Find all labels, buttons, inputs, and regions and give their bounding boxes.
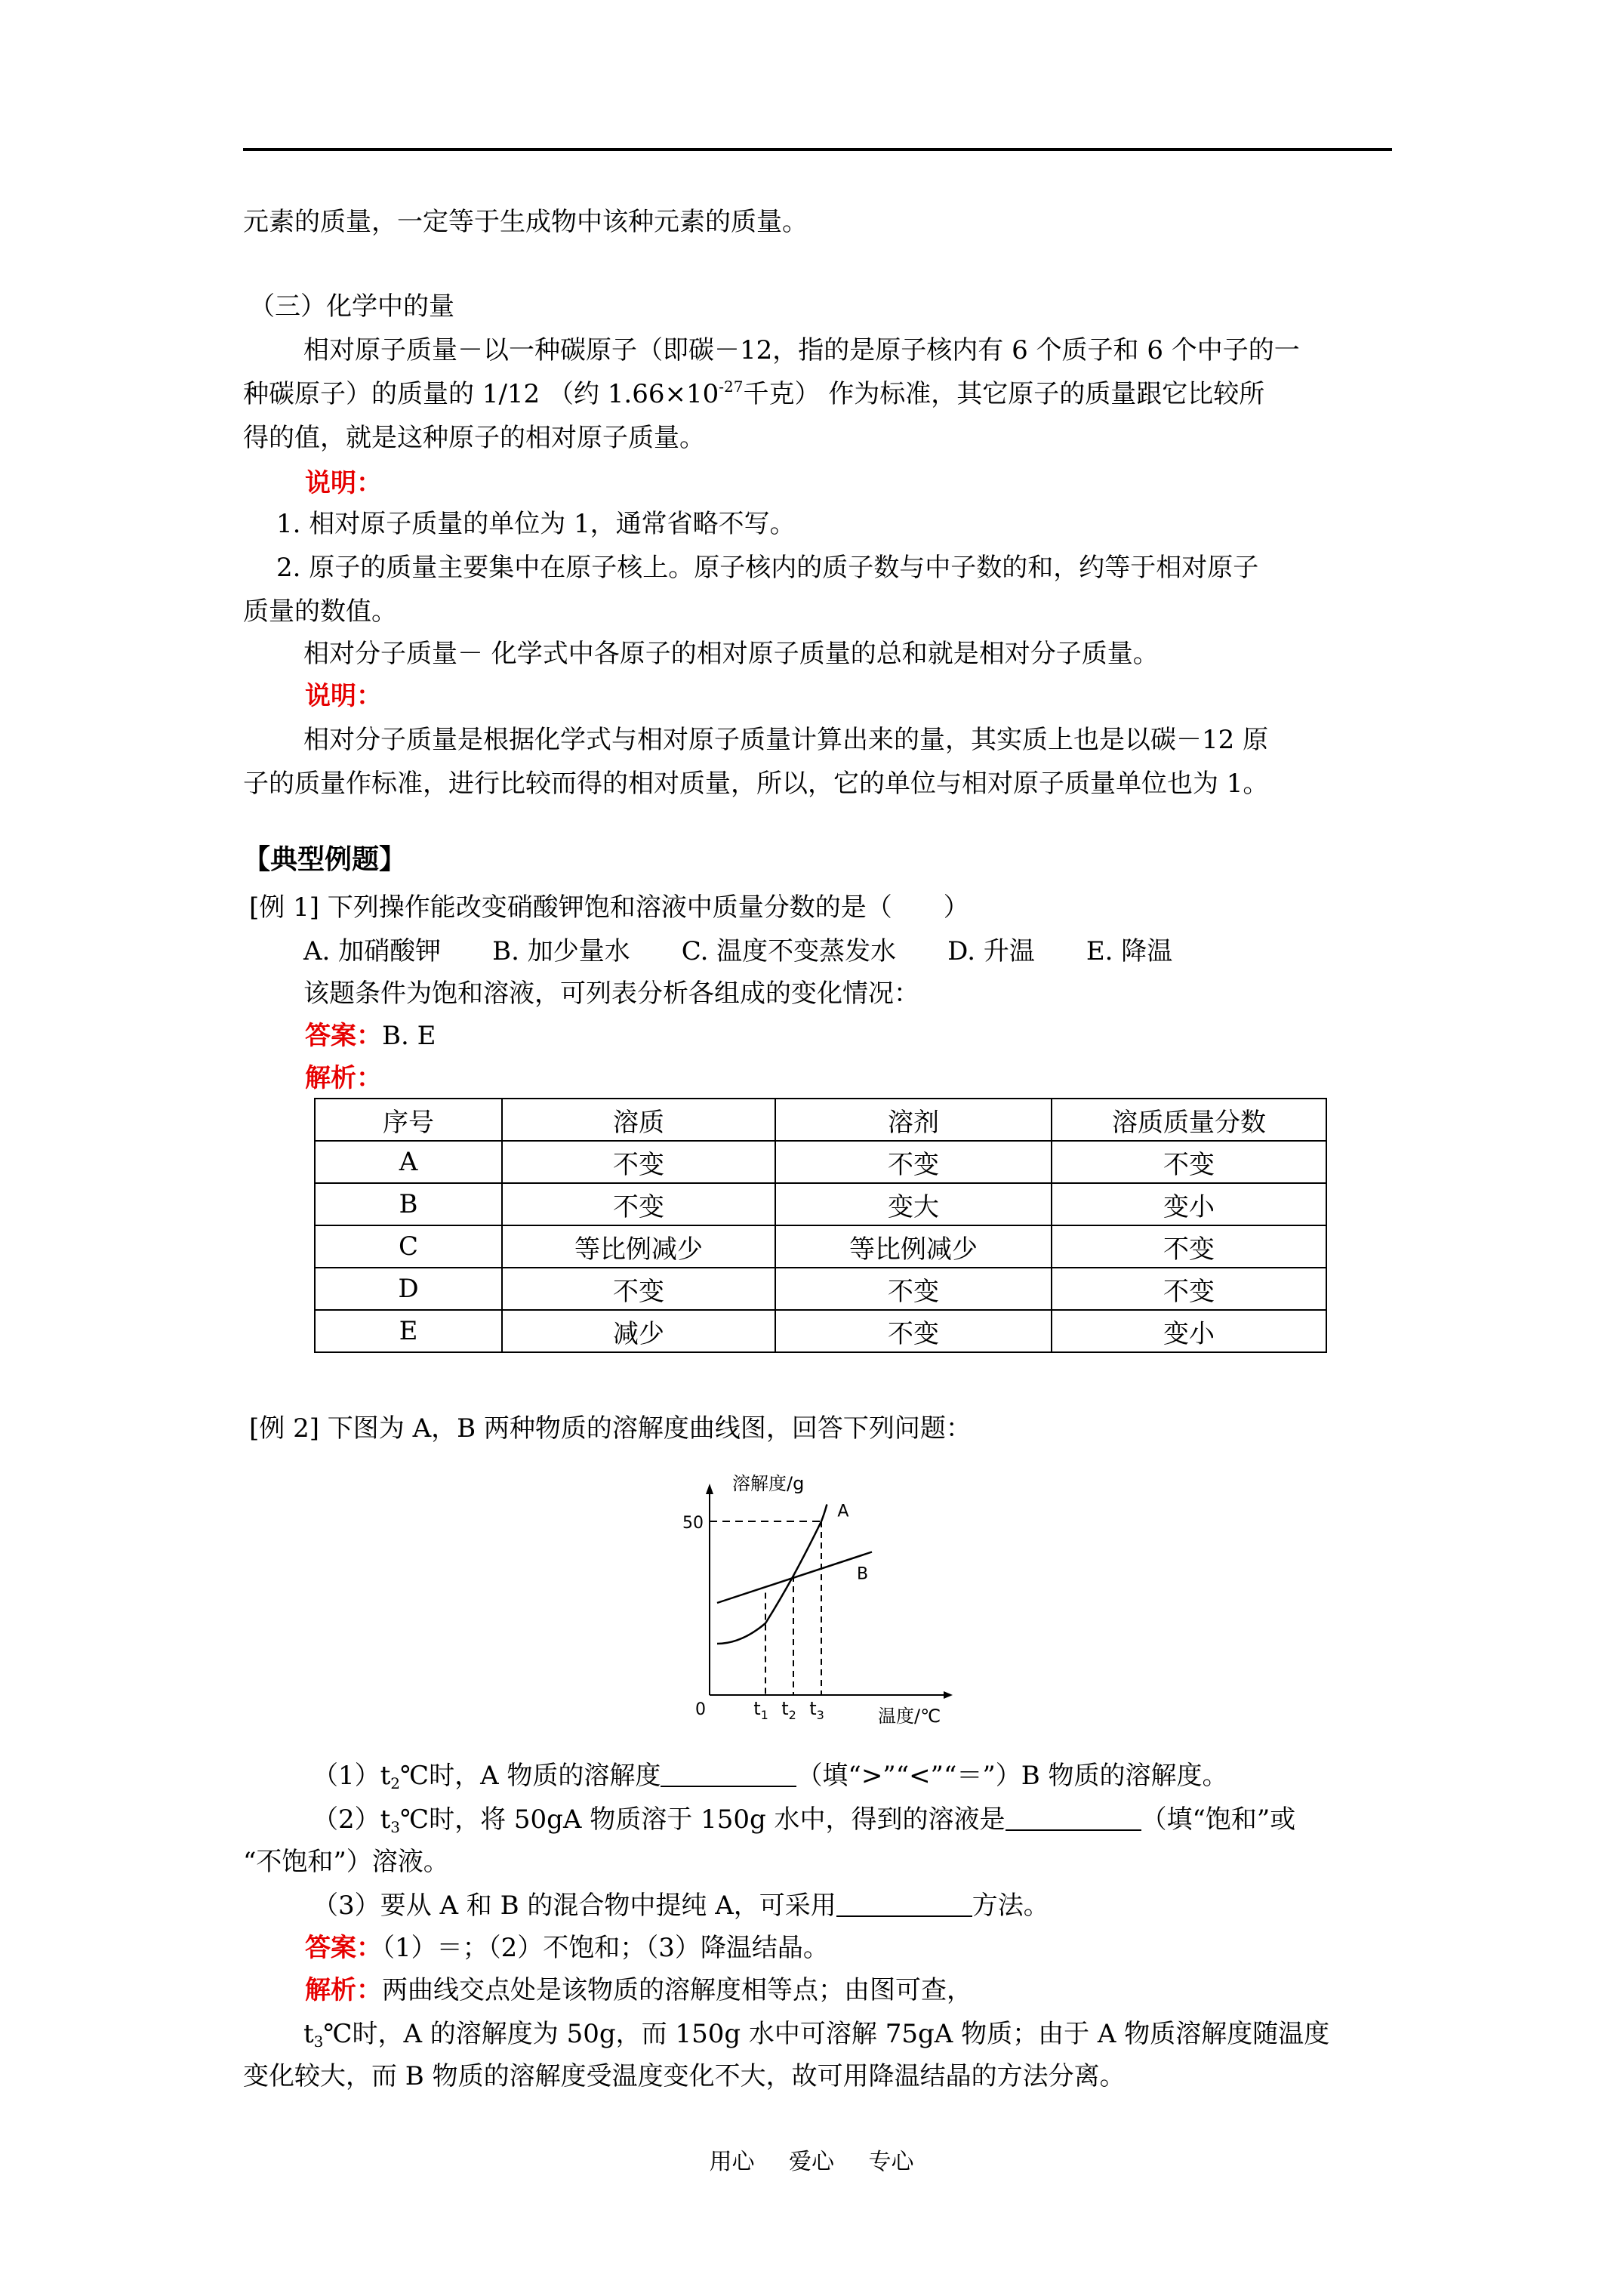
para1-line3: 得的值，就是这种原子的相对原子质量。 (243, 423, 705, 453)
note-item-2-line1: 2. 原子的质量主要集中在原子核上。原子核内的质子数与中子数的和，约等于相对原子 (276, 553, 1259, 583)
table-cell: 不变 (502, 1183, 775, 1225)
x-axis-arrow (944, 1691, 953, 1699)
footer-item: 爱心 (789, 2149, 834, 2175)
table-cell: C (315, 1225, 502, 1268)
example2-analysis-line1: 解析：两曲线交点处是该物质的溶解度相等点；由图可查， (305, 1975, 972, 2005)
example2-q1: $(1)t_2℃$时，A 物质的溶解度 （填“>”“<”“＝”）B 物质的溶解度。 (313, 1761, 1228, 1792)
para3-line2: 子的质量作标准，进行比较而得的相对质量，所以，它的单位与相对原子质量单位也为 1。 (243, 769, 1269, 799)
intro-line: 元素的质量，一定等于生成物中该种元素的质量。 (243, 207, 808, 237)
note-item-1: 1. 相对原子质量的单位为 1，通常省略不写。 (276, 509, 796, 539)
q1-answer-blank[interactable] (661, 1761, 796, 1787)
footer-item: 专心 (868, 2149, 914, 2175)
solubility-chart (657, 1469, 981, 1733)
series-b-label: B (857, 1564, 869, 1584)
table-cell: 不变 (775, 1141, 1052, 1183)
table-cell: 变小 (1052, 1183, 1326, 1225)
para2: 相对分子质量－ 化学式中各原子的相对原子质量的总和就是相对分子质量。 (303, 639, 1159, 669)
series-a-curve (717, 1505, 827, 1644)
example2-q2-line2: “不饱和”）溶液。 (243, 1847, 449, 1877)
examples-heading: 【典型例题】 (243, 843, 407, 875)
example1-answer: 答案：B. E (305, 1021, 436, 1051)
example2-q3: （3）要从 A 和 B 的混合物中提纯 A，可采用 方法。 (313, 1891, 1049, 1921)
table-row (315, 1225, 1326, 1268)
header-rule (243, 148, 1392, 151)
example1-condition: 该题条件为饱和溶液，可列表分析各组成的变化情况： (303, 978, 919, 1009)
table-cell: 不变 (502, 1141, 775, 1183)
analysis-table (314, 1098, 1327, 1353)
example1-options: A. 加硝酸钾 B. 加少量水 C. 温度不变蒸发水 D. 升温 E. 降温 (303, 936, 1173, 966)
x-axis-label: 温度/℃ (878, 1706, 941, 1727)
example1-analysis-label: 解析： (305, 1063, 382, 1093)
table-cell: E (315, 1310, 502, 1352)
y-axis-label: 溶解度/g (732, 1473, 805, 1494)
q2-answer-blank[interactable] (1006, 1805, 1141, 1831)
table-header-cell: 序号 (315, 1099, 502, 1141)
table-cell: 不变 (502, 1268, 775, 1310)
note-label: 说明： (305, 468, 382, 498)
q3-answer-blank[interactable] (836, 1891, 972, 1917)
para3-line1: 相对分子质量是根据化学式与相对原子质量计算出来的量，其实质上也是以碳－12 原 (303, 725, 1269, 755)
para1-line1: 相对原子质量－以一种碳原子（即碳－12，指的是原子核内有 6 个质子和 6 个中子的一 (303, 335, 1300, 365)
table-row (315, 1183, 1326, 1225)
note-item-2-line2: 质量的数值。 (243, 596, 397, 627)
y-tick-label-50: 50 (682, 1514, 704, 1533)
table-header-cell: 溶剂 (775, 1099, 1052, 1141)
table-cell: D (315, 1268, 502, 1310)
table-cell: 不变 (775, 1268, 1052, 1310)
table-cell: 减少 (502, 1310, 775, 1352)
table-cell: 不变 (775, 1310, 1052, 1352)
x-tick-label-t2: $t_2$ (781, 1698, 796, 1722)
table-row (315, 1310, 1326, 1352)
x-tick-label-t3: $t_3$ (809, 1698, 824, 1722)
example2-q2: $(2)t_3℃$时，将 50gA 物质溶于 150g 水中，得到的溶液是 （填“饱和”或 (313, 1804, 1296, 1836)
series-a-label: A (837, 1502, 849, 1521)
x-tick-label-t1: $t_1$ (753, 1698, 768, 1722)
table-cell: B (315, 1183, 502, 1225)
y-axis-arrow (706, 1484, 713, 1494)
table-cell: 等比例减少 (502, 1225, 775, 1268)
table-cell: 不变 (1052, 1141, 1326, 1183)
table-row (315, 1268, 1326, 1310)
example2-analysis-line2: $t_3℃$时，A 的溶解度为 50g，而 150g 水中可溶解 75gA 物质；由于 A 物质溶解度随温度 (303, 2019, 1330, 2051)
section-title: （三）化学中的量 (249, 291, 454, 322)
example2-answer: 答案：（1）＝；（2）不饱和；（3）降温结晶。 (305, 1933, 829, 1963)
chart-axes (682, 1473, 953, 1727)
table-cell: 不变 (1052, 1225, 1326, 1268)
table-cell: 变大 (775, 1183, 1052, 1225)
series-b-line (717, 1552, 872, 1604)
page-footer (0, 2143, 1623, 2176)
table-header-cell: 溶质质量分数 (1052, 1099, 1326, 1141)
table-cell: 等比例减少 (775, 1225, 1052, 1268)
example1-question: [例 1] 下列操作能改变硝酸钾饱和溶液中质量分数的是（ ） (249, 892, 969, 923)
para1-line2: 种碳原子）的质量的 1/12 （约 $1.66\times 10^{-27}$千克） 作为标准，其它原子的质量跟它比较所 (243, 378, 1265, 409)
table-header-cell: 溶质 (502, 1099, 775, 1141)
example2-question: [例 2] 下图为 A，B 两种物质的溶解度曲线图，回答下列问题： (249, 1413, 972, 1444)
table-cell: 变小 (1052, 1310, 1326, 1352)
table-header-row (315, 1099, 1326, 1141)
table-row (315, 1141, 1326, 1183)
example2-analysis-line3: 变化较大，而 B 物质的溶解度受温度变化不大，故可用降温结晶的方法分离。 (243, 2061, 1126, 2091)
origin-label: 0 (695, 1700, 706, 1719)
footer-item: 用心 (709, 2149, 755, 2175)
note-label-2: 说明： (305, 681, 382, 711)
table-cell: A (315, 1141, 502, 1183)
table-cell: 不变 (1052, 1268, 1326, 1310)
